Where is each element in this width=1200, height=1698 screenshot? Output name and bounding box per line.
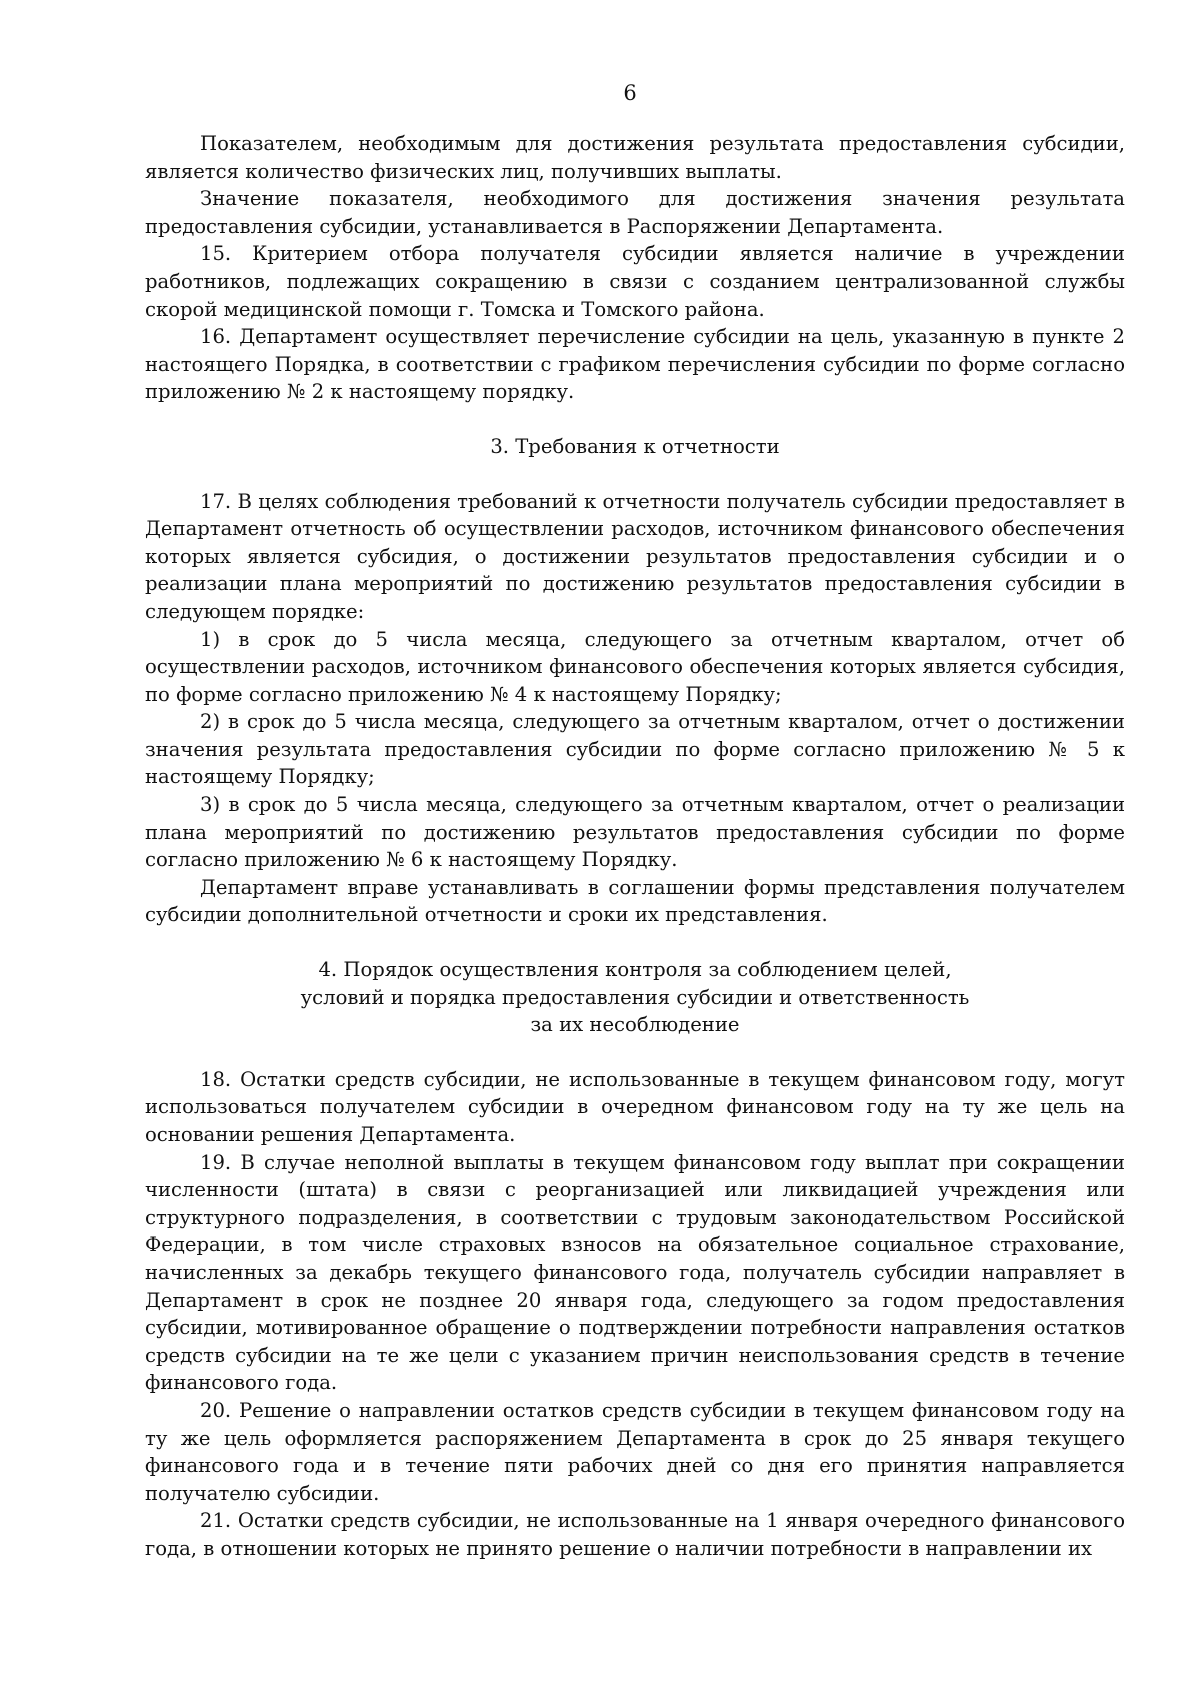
paragraph-19: 19. В случае неполной выплаты в текущем финансовом году выплат при сокращении численности (штата) в связи с реорганизацией или ликвидацией учреждения или структурного подразделения, в соответствии с трудовым законодательством Российской Федерации, в том числе страховых взносов на обязательное социальное страхование, начисленных за декабрь текущего финансового года, получатель субсидии направляет в Департамент в срок не позднее 20 января года, следующего за годом предоставления субсидии, мотивированное обращение о подтверждении потребности направления остатков средств субсидии на те же цели с указанием причин неиспользования средств в течение финансового года. [145, 1150, 1125, 1395]
paragraph-17-item-3: 3) в срок до 5 числа месяца, следующего за отчетным кварталом, отчет о реализации плана мероприятий по достижению результатов предоставления субсидии по форме согласно приложению № 6 к настоящему Порядку. [145, 793, 1125, 872]
paragraph-15: 15. Критерием отбора получателя субсидии является наличие в учреждении работников, подлежащих сокращению в связи с созданием централизованной службы скорой медицинской помощи г. Томска и Томского района. [145, 242, 1125, 321]
paragraph-indicator: Показателем, необходимым для достижения результата предоставления субсидии, является количество физических лиц, получивших выплаты. [145, 132, 1125, 183]
section-3-heading: 3. Требования к отчетности [490, 434, 780, 458]
paragraph-17-item-1: 1) в срок до 5 числа месяца, следующего за отчетным кварталом, отчет об осуществлении расходов, источником финансового обеспечения которых является субсидия, по форме согласно приложению № 4 к настоящему Порядку; [145, 627, 1125, 706]
paragraph-18: 18. Остатки средств субсидии, не использованные в текущем финансовом году, могут использоваться получателем субсидии в очередном финансовом году на ту же цель на основании решения Департамента. [145, 1067, 1125, 1146]
paragraph-20: 20. Решение о направлении остатков средств субсидии в текущем финансовом году на ту же цель оформляется распоряжением Департамента в срок до 25 января текущего финансового года и в течение пяти рабочих дней со дня его принятия направляется получателю субсидии. [145, 1398, 1125, 1505]
paragraph-16: 16. Департамент осуществляет перечисление субсидии на цель, указанную в пункте 2 настоящего Порядка, в соответствии с графиком перечисления субсидии по форме согласно приложению № 2 к настоящему порядку. [145, 325, 1125, 404]
page-number: 6 [623, 81, 637, 105]
section-4-heading-line-2: условий и порядка предоставления субсидии и ответственность [300, 985, 970, 1009]
section-4-heading [145, 956, 1125, 1039]
document-body [145, 130, 1125, 1563]
paragraph-21: 21. Остатки средств субсидии, не использованные на 1 января очередного финансового года, в отношении которых не принято решение о наличии потребности в направлении их [145, 1509, 1125, 1560]
paragraph-indicator-value: Значение показателя, необходимого для достижения значения результата предоставления субсидии, устанавливается в Распоряжении Департамента. [145, 187, 1125, 238]
paragraph-17: 17. В целях соблюдения требований к отчетности получатель субсидии предоставляет в Департамент отчетность об осуществлении расходов, источником финансового обеспечения которых является субсидия, о достижении результатов предоставления субсидии и о реализации плана мероприятий по достижению результатов предоставления субсидии в следующем порядке: [145, 489, 1125, 623]
paragraph-17-item-2: 2) в срок до 5 числа месяца, следующего за отчетным кварталом, отчет о достижении значения результата предоставления субсидии по форме согласно приложению № 5 к настоящему Порядку; [145, 710, 1125, 789]
section-4-heading-line-1: 4. Порядок осуществления контроля за соблюдением целей, [318, 958, 952, 982]
paragraph-17-additional: Департамент вправе устанавливать в соглашении формы представления получателем субсидии дополнительной отчетности и сроки их представления. [145, 875, 1125, 927]
section-4-heading-line-3: за их несоблюдение [530, 1013, 740, 1037]
